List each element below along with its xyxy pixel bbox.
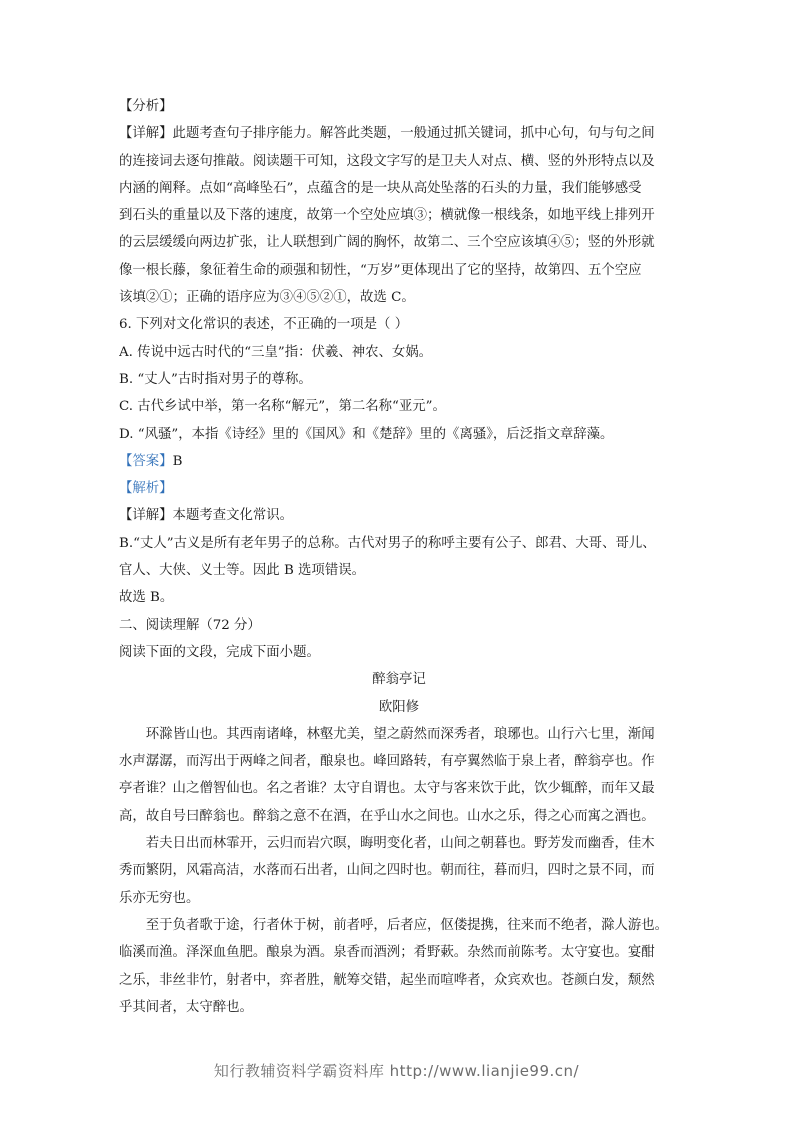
detail-line: 的云层缓缓向两边扩张，让人联想到广阔的胸怀，故第二、三个空应该填④⑤；竖的外形就 [119, 235, 655, 251]
passage-line: 高，故自号曰醉翁也。醉翁之意不在酒，在乎山水之间也。山水之乐，得之心而寓之酒也。 [119, 808, 655, 824]
passage-line: 环滁皆山也。其西南诸峰，林壑尤美，望之蔚然而深秀者，琅琊也。山行六七里，渐闻 [145, 726, 655, 742]
analysis-label: 【解析】 [119, 481, 173, 497]
analysis-label: 【分析】 [119, 99, 173, 114]
question-6-option-d: D. “风骚”，本指《诗经》里的《国风》和《楚辞》里的《离骚》，后泛指文章辞藻。 [119, 426, 614, 442]
answer-value: B [172, 453, 183, 469]
part-2-heading: 二、阅读理解（72 分） [119, 617, 261, 633]
explanation-line: 官人、大侠、义士等。因此 B 选项错误。 [119, 563, 365, 579]
document-body [119, 93, 679, 1021]
detail-line: 的连接词去逐句推敲。阅读题干可知，这段文字写的是卫夫人对点、横、竖的外形特点以及 [119, 153, 655, 169]
passage-line: 水声潺潺，而泻出于两峰之间者，酿泉也。峰回路转，有亭翼然临于泉上者，醉翁亭也。作 [119, 754, 655, 770]
footer-watermark: 知行教辅资料学霸资料库 http://www.lianjie99.cn/ [213, 1062, 580, 1080]
question-6-stem: 6. 下列对文化常识的表述，不正确的一项是（ ） [119, 317, 409, 333]
detail-line: 【详解】本题考查文化常识。 [119, 508, 294, 524]
detail-line: 到石头的重量以及下落的速度，故第一个空处应填③；横就像一根线条，如地平线上排列开 [119, 208, 655, 224]
passage-line: 亭者谁？山之僧智仙也。名之者谁？太守自谓也。太守与客来饮于此，饮少辄醉，而年又最 [119, 781, 655, 797]
passage-line: 若夫日出而林霏开，云归而岩穴暝，晦明变化者，山间之朝暮也。野芳发而幽香，佳木 [145, 836, 655, 852]
passage-line: 临溪而渔。泽深血鱼肥。酿泉为酒。泉香而酒洌；肴野蔌。杂然而前陈考。太守宴也。宴酣 [119, 945, 655, 961]
passage-line: 秀而繁阴，风霜高洁，水落而石出者，山间之四时也。朝而往，暮而归，四时之景不同，而 [119, 863, 655, 879]
passage-line: 乎其间者，太守醉也。 [119, 999, 253, 1015]
question-6-option-a: A. 传说中远古时代的“三皇”指：伏羲、神农、女娲。 [119, 344, 433, 360]
passage-line: 至于负者歌于途，行者休于树，前者呼，后者应，伛偻提携，往来而不绝者，滁人游也。 [145, 917, 669, 933]
passage-title: 醉翁亭记 [372, 672, 426, 688]
answer-label: 【答案】 [119, 453, 173, 469]
explanation-line: B.“丈人”古义是所有老年男子的总称。古代对男子的称呼主要有公子、郎君、大哥、哥儿、 [119, 535, 656, 551]
detail-line: 像一根长藤，象征着生命的顽强和韧性，“万岁”更体现出了它的坚持，故第四、五个空应 [119, 262, 642, 278]
passage-line: 乐亦无穷也。 [119, 890, 200, 906]
reading-instruction: 阅读下面的文段，完成下面小题。 [119, 644, 320, 660]
passage-author: 欧阳修 [378, 699, 420, 715]
detail-line: 内涵的阐释。点如“高峰坠石”，点蕴含的是一块从高处坠落的石头的力量，我们能够感受 [119, 180, 642, 196]
question-6-option-c: C. 古代乡试中举，第一名称“解元”，第二名称“亚元”。 [119, 399, 446, 415]
answer-row [119, 448, 679, 475]
detail-line: 该填②①；正确的语序应为③④⑤②①，故选 C。 [119, 290, 415, 306]
detail-line: 【详解】此题考查句子排序能力。解答此类题，一般通过抓关键词，抓中心句，句与句之间 [119, 126, 655, 142]
passage-line: 之乐，非丝非竹，射者中，弈者胜，觥筹交错，起坐而喧哗者，众宾欢也。苍颜白发，颓然 [119, 972, 655, 988]
question-6-option-b: B. “丈人”古时指对男子的尊称。 [119, 371, 312, 387]
explanation-line: 故选 B。 [119, 590, 174, 606]
